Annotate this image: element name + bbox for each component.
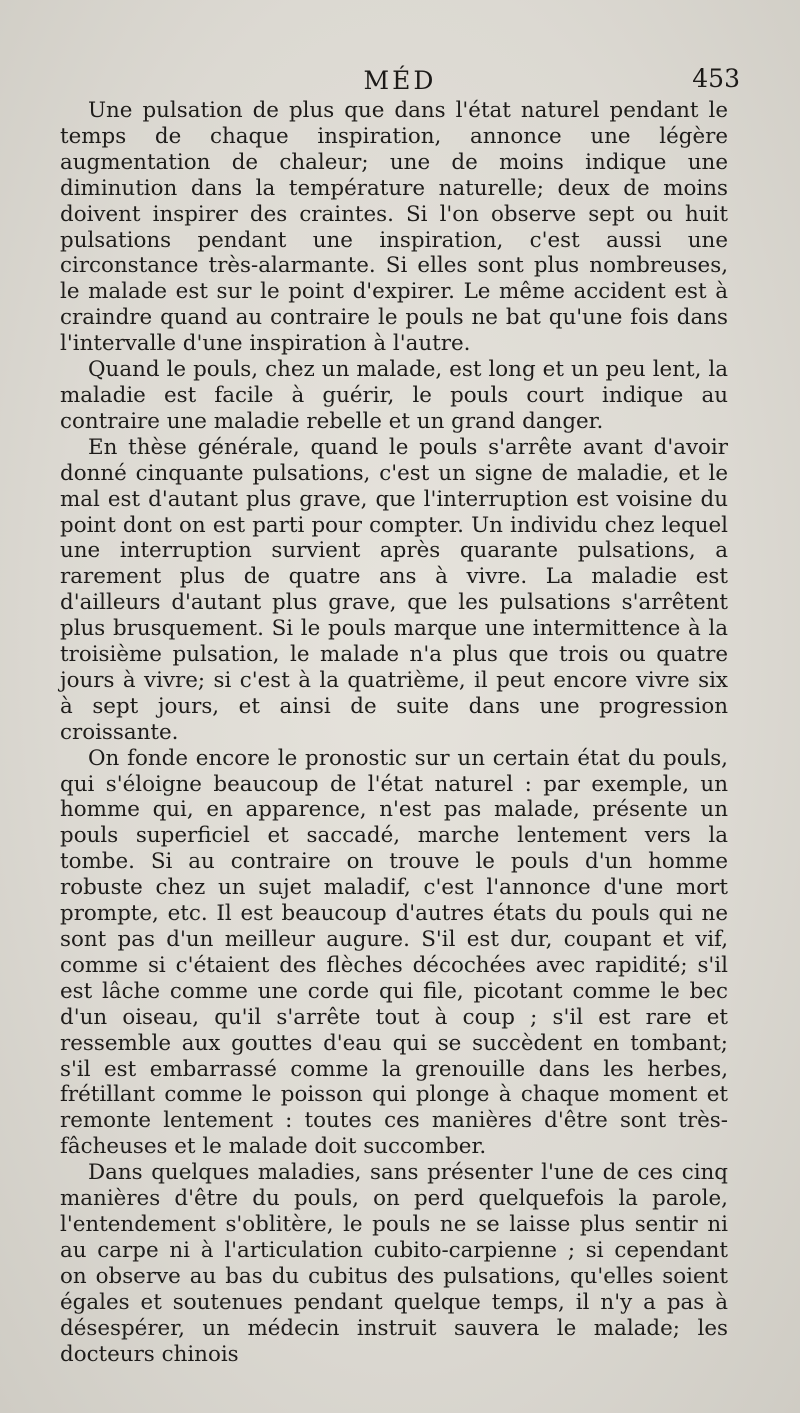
paragraph-prognosis: On fonde encore le pronostic sur un certain état du pouls, qui s'éloigne beaucoup de l'état naturel : par exemple, un homme qui, en apparence, n'est pas malade, présente un pouls superficiel et saccadé, marche lentement vers la tombe. Si au contraire on trouve le pouls d'un homme robuste chez un sujet maladif, c'est l'annonce d'une mort prompte, etc. Il est beaucoup d'autres états du pouls qui ne sont pas d'un meilleur augure. S'il est dur, coupant et vif, comme si c'étaient des flèches décochées avec rapidité; s'il est lâche comme une corde qui file, picotant comme le bec d'un oiseau, qu'il s'arrête tout à coup ; s'il est rare et ressemble aux gouttes d'eau qui se succèdent en tombant; s'il est embarrassé comme la grenouille dans les herbes, frétillant comme le poisson qui plonge à chaque moment et remonte lentement : toutes ces manières d'être sont très-fâcheuses et le malade doit succomber.: [60, 745, 728, 1160]
page-title: MÉD: [363, 66, 437, 95]
paragraph-long-pulse: Quand le pouls, chez un malade, est long et un peu lent, la maladie est facile à guérir, le pouls court indique au contraire une maladie rebelle et un grand danger.: [60, 357, 728, 434]
page-number: 453: [692, 64, 740, 93]
paragraph-lost-speech: Dans quelques maladies, sans présenter l'une de ces cinq manières d'être du pouls, on perd quelquefois la parole, l'entendement s'oblitère, le pouls ne se laisse plus sentir ni au carpe ni à l'articulation cubito-carpienne ; si cependant on observe au bas du cubitus des pulsations, qu'elles soient égales et soutenues pendant quelque temps, il n'y a pas à désespérer, un médecin instruit sauvera le malade; les docteurs chinois: [60, 1160, 728, 1367]
running-head: [60, 60, 740, 100]
paragraph-pulsation-count: Une pulsation de plus que dans l'état naturel pendant le temps de chaque inspiration, annonce une légère augmentation de chaleur; une de moins indique une diminution dans la température naturelle; deux de moins doivent inspirer des craintes. Si l'on observe sept ou huit pulsations pendant une inspiration, c'est aussi une circonstance très-alarmante. Si elles sont plus nombreuses, le malade est sur le point d'expirer. Le même accident est à craindre quand au contraire le pouls ne bat qu'une fois dans l'intervalle d'une inspiration à l'autre.: [60, 98, 728, 357]
paragraph-interruption: En thèse générale, quand le pouls s'arrête avant d'avoir donné cinquante pulsations, c'est un signe de maladie, et le mal est d'autant plus grave, que l'interruption est voisine du point dont on est parti pour compter. Un individu chez lequel une interruption survient après quarante pulsations, a rarement plus de quatre ans à vivre. La maladie est d'ailleurs d'autant plus grave, que les pulsations s'arrêtent plus brusquement. Si le pouls marque une intermittence à la troisième pulsation, le malade n'a plus que trois ou quatre jours à vivre; si c'est à la quatrième, il peut encore vivre six à sept jours, et ainsi de suite dans une progression croissante.: [60, 434, 728, 745]
body-text: [60, 98, 728, 1367]
